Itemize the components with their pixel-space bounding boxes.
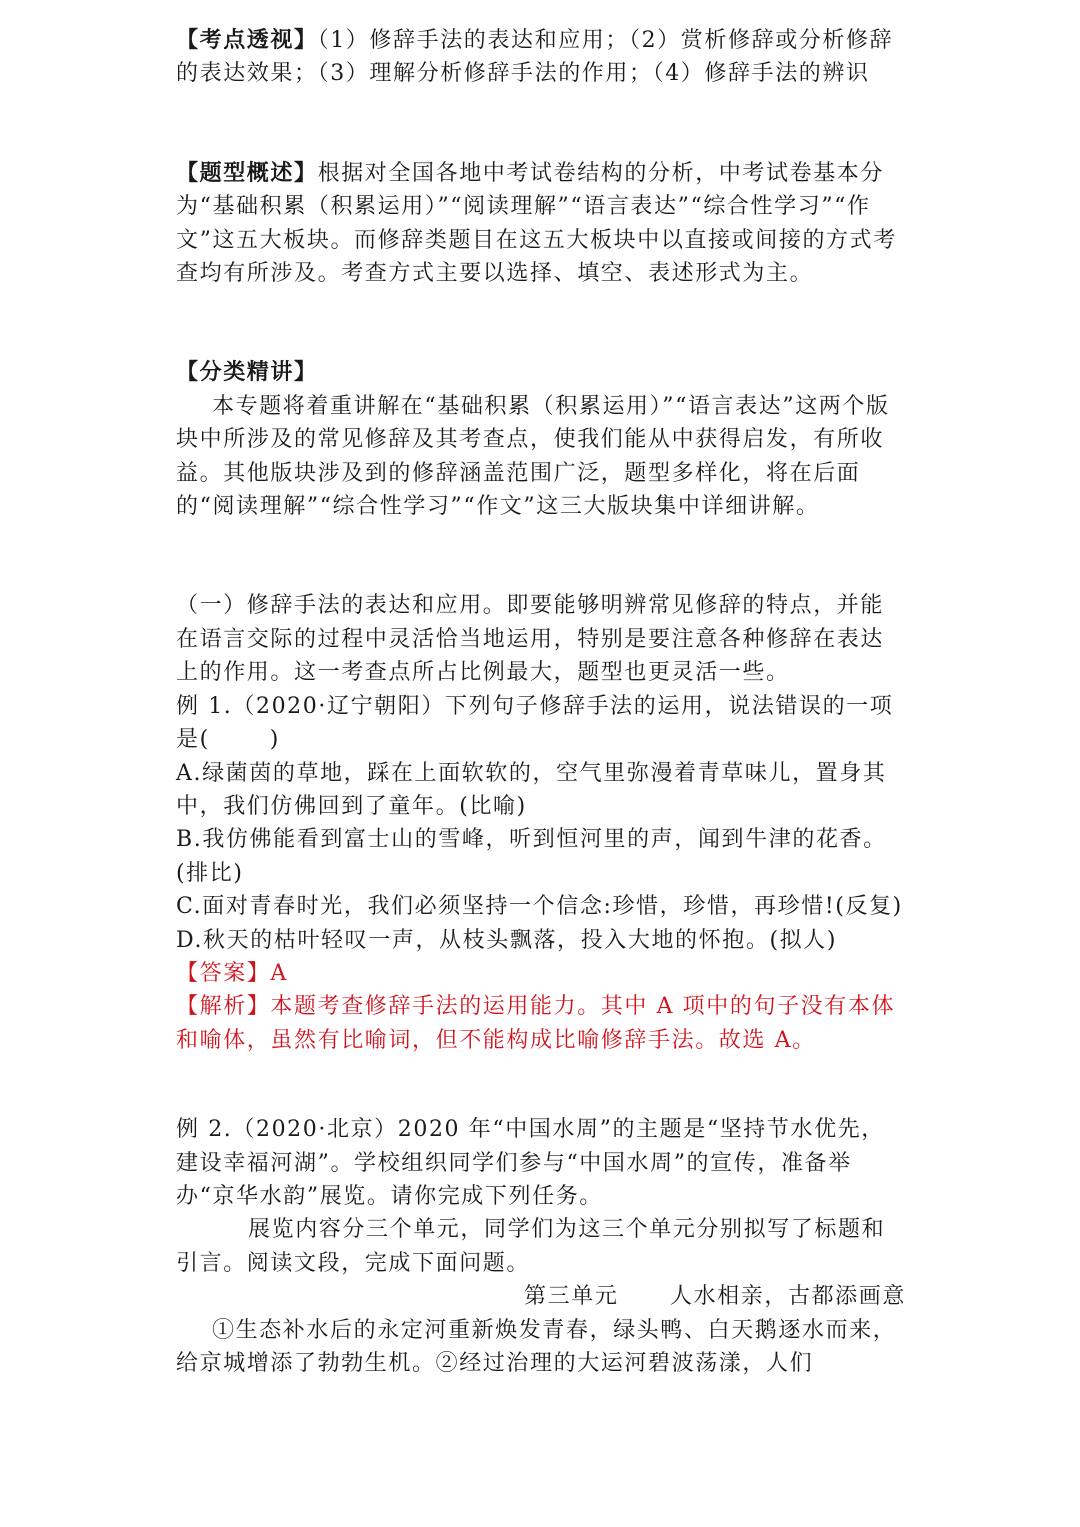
example1-answer bbox=[176, 957, 906, 990]
answer-label: 【答案】 bbox=[176, 960, 271, 986]
fenlei-text: 本专题将着重讲解在“基础积累（积累运用）”“语言表达”这两个版块中所涉及的常见修辞及其考查点，使我们能从中获得启发，有所收益。其他版块涉及到的修辞涵盖范围广泛，题型多样化，将在后面的“阅读理解”“综合性学习”“作文”这三大版块集中详细讲解。 bbox=[176, 393, 890, 520]
unit-title: 人水相亲，古都添画意 bbox=[669, 1284, 906, 1310]
unit-heading bbox=[176, 1280, 906, 1313]
kaodian-paragraph bbox=[176, 24, 906, 91]
kaodian-heading: 【考点透视】 bbox=[176, 27, 318, 53]
example1-option-c: C.面对青春时光，我们必须坚持一个信念:珍惜，珍惜，再珍惜!(反复) bbox=[176, 894, 903, 920]
tixing-heading: 【题型概述】 bbox=[176, 159, 318, 186]
example1-option-a: A.绿菌茵的草地，踩在上面软软的，空气里弥漫着青草味儿，置身其中，我们仿佛回到了童年。(比喻) bbox=[176, 760, 887, 819]
analysis-text: 本题考查修辞手法的运用能力。其中 A 项中的句子没有本体和喻体，虽然有比喻词，但不能构成比喻修辞手法。故选 A。 bbox=[176, 994, 896, 1053]
answer-value: A bbox=[270, 960, 288, 986]
kaodian-text: （1）修辞手法的表达和应用；（2）赏析修辞或分析修辞的表达效果；（3）理解分析修辞手法的作用；（4）修辞手法的辨识 bbox=[176, 28, 894, 87]
example1-stem-text: 例 1.（2020·辽宁朝阳）下列句子修辞手法的运用，说法错误的一项是( bbox=[176, 693, 894, 753]
example2-passage: ①生态补水后的永定河重新焕发青春，绿头鸭、白天鹅逐水而来，给京城增添了勃勃生机。②经过治理的大运河碧波荡漾，人们 bbox=[176, 1317, 897, 1376]
example1-stem-end: ) bbox=[269, 727, 280, 753]
document-page bbox=[176, 24, 906, 1380]
example1-stem bbox=[176, 690, 906, 757]
example1-analysis bbox=[176, 990, 906, 1057]
tixing-text: 根据对全国各地中考试卷结构的分析，中考试卷基本分为“基础积累（积累运用）”“阅读理解”“语言表达”“综合性学习”“作文”这五大板块。而修辞类题目在这五大板块中以直接或间接的方式考查均有所涉及。考查方式主要以选择、填空、表述形式为主。 bbox=[176, 160, 897, 287]
example1-option-b: B.我仿佛能看到富士山的雪峰，听到恒河里的声，闻到牛津的花香。(排比) bbox=[176, 827, 887, 886]
unit-label: 第三单元 bbox=[524, 1284, 619, 1310]
example2-intro: 展览内容分三个单元，同学们为这三个单元分别拟写了标题和引言。阅读文段，完成下面问题。 bbox=[176, 1217, 886, 1276]
analysis-label: 【解析】 bbox=[176, 994, 271, 1020]
fenlei-heading: 【分类精讲】 bbox=[176, 359, 318, 386]
tixing-paragraph bbox=[176, 157, 906, 291]
part1-text: （一）修辞手法的表达和应用。即要能够明辨常见修辞的特点，并能在语言交际的过程中灵活恰当地运用，特别是要注意各种修辞在表达上的作用。这一考查点所占比例最大，题型也更灵活一些。 bbox=[176, 593, 885, 686]
example2-stem: 例 2.（2020·北京）2020 年“中国水周”的主题是“坚持节水优先，建设幸福河湖”。学校组织同学们参与“中国水周”的宣传，准备举办“京华水韵”展览。请你完成下列任务。 bbox=[176, 1117, 885, 1209]
example1-option-d: D.秋天的枯叶轻叹一声，从枝头飘落，投入大地的怀抱。(拟人) bbox=[176, 927, 838, 953]
